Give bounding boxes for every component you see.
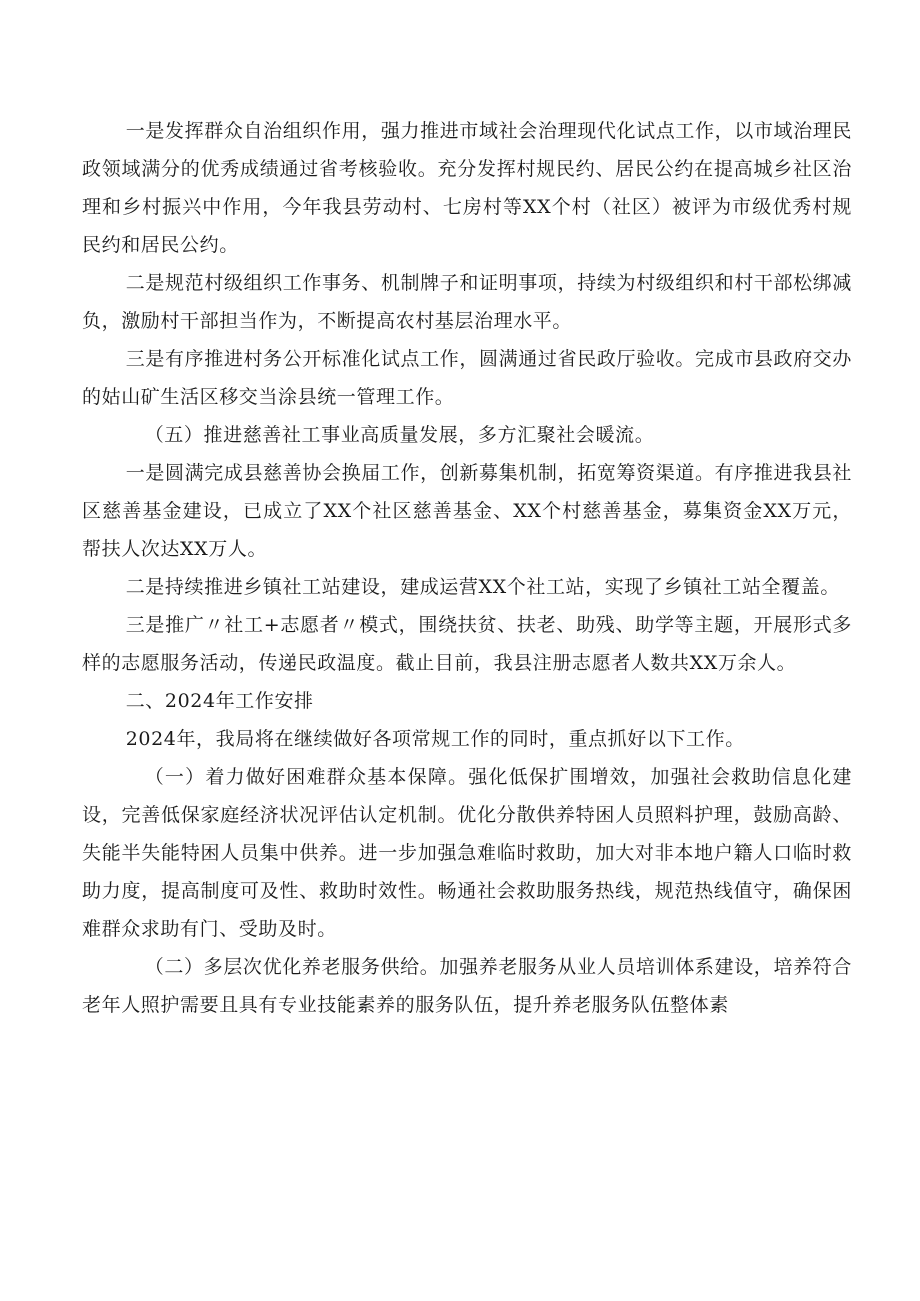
paragraph-village-rules: 一是发挥群众自治组织作用，强力推进市域社会治理现代化试点工作，以市域治理民政领域满分的优秀成绩通过省考核验收。充分发挥村规民约、居民公约在提高城乡社区治理和乡村振兴中作用，今年我县劳动村、七房村等XX个村（社区）被评为市级优秀村规民约和居民公约。 (82, 120, 852, 256)
paragraph-village-transparency: 三是有序推进村务公开标准化试点工作，圆满通过省民政厅验收。完成市县政府交办的姑山矿生活区移交当涂县统一管理工作。 (82, 348, 852, 408)
paragraph-2024-intro: 2024年，我局将在继续做好各项常规工作的同时，重点抓好以下工作。 (125, 728, 745, 750)
document-body (82, 112, 852, 1024)
paragraph-village-affairs: 二是规范村级组织工作事务、机制牌子和证明事项，持续为村级组织和村干部松绑减负，激励村干部担当作为，不断提高农村基层治理水平。 (82, 272, 852, 332)
paragraph-basic-protection: （一）着力做好困难群众基本保障。强化低保扩围增效，加强社会救助信息化建设，完善低保家庭经济状况评估认定机制。优化分散供养特困人员照料护理，鼓励高龄、失能半失能特困人员集中供养。进一步加强急难临时救助，加大对非本地户籍人口临时救助力度，提高制度可及性、救助时效性。畅通社会救助服务热线，规范热线值守，确保困难群众求助有门、受助及时。 (82, 766, 852, 940)
section-heading-charity: （五）推进慈善社工事业高质量发展，多方汇聚社会暖流。 (144, 424, 655, 446)
section-heading-2024-plan: 二、2024年工作安排 (125, 690, 314, 712)
paragraph-elderly-care: （二）多层次优化养老服务供给。加强养老服务从业人员培训体系建设，培养符合老年人照护需要且具有专业技能素养的服务队伍，提升养老服务队伍整体素 (82, 956, 852, 1016)
paragraph-volunteers: 三是推广〃社工+志愿者〃模式，围绕扶贫、扶老、助残、助学等主题，开展形式多样的志愿服务活动，传递民政温度。截止目前，我县注册志愿者人数共XX万余人。 (82, 614, 852, 674)
paragraph-social-work-stations: 二是持续推进乡镇社工站建设，建成运营XX个社工站，实现了乡镇社工站全覆盖。 (125, 576, 840, 598)
paragraph-charity-association: 一是圆满完成县慈善协会换届工作，创新募集机制，拓宽筹资渠道。有序推进我县社区慈善基金建设，已成立了XX个社区慈善基金、XX个村慈善基金，募集资金XX万元，帮扶人次达XX万人。 (82, 462, 852, 560)
